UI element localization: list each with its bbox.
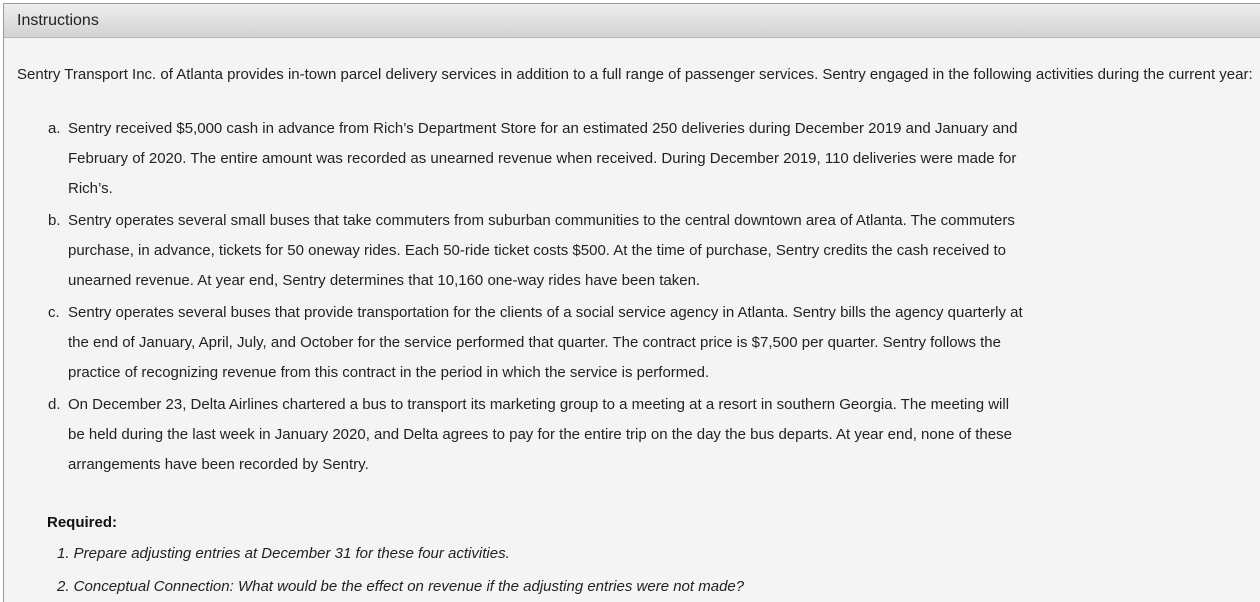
intro-paragraph: Sentry Transport Inc. of Atlanta provides in-town parcel delivery services in addition to a full range of passenger services. Sentry engaged in the following activities during the current year: <box>17 66 1253 83</box>
activity-text: Sentry operates several buses that provide transportation for the clients of a social service agency in Atlanta. Sentry bills the agency quarterly at the end of January, April, July, and October for the service performed that quarter. The contract price is $7,500 per quarter. Sentry follows the practice of recognizing revenue from this contract in the period in which the service is performed. <box>68 304 1023 381</box>
activity-item-c <box>48 298 1028 388</box>
activities-list <box>48 114 1028 482</box>
required-item-2: 2. Conceptual Connection: What would be the effect on revenue if the adjusting entries were not made? <box>57 578 745 595</box>
activity-text: On December 23, Delta Airlines chartered a bus to transport its marketing group to a meeting at a resort in southern Georgia. The meeting will be held during the last week in January 2020, and Delta agrees to pay for the entire trip on the day the bus departs. At year end, none of these arrangements have been recorded by Sentry. <box>68 396 1012 473</box>
activity-marker: a. <box>48 120 61 137</box>
activity-text: Sentry received $5,000 cash in advance from Rich’s Department Store for an estimated 250 deliveries during December 2019 and January and February of 2020. The entire amount was recorded as unearned revenue when received. During December 2019, 110 deliveries were made for Rich’s. <box>68 120 1018 197</box>
activity-item-d <box>48 390 1028 480</box>
activity-text: Sentry operates several small buses that take commuters from suburban communities to the central downtown area of Atlanta. The commuters purchase, in advance, tickets for 50 oneway rides. Each 50-ride ticket costs $500. At the time of purchase, Sentry credits the cash received to unearned revenue. At year end, Sentry determines that 10,160 one-way rides have been taken. <box>68 212 1015 289</box>
required-item-1: 1. Prepare adjusting entries at December 31 for these four activities. <box>57 545 510 562</box>
instructions-panel <box>3 3 1260 602</box>
panel-title: Instructions <box>17 12 99 29</box>
activity-item-b <box>48 206 1028 296</box>
panel-header <box>4 4 1260 38</box>
activity-marker: c. <box>48 304 60 321</box>
required-heading: Required: <box>47 514 118 531</box>
activity-marker: b. <box>48 212 61 229</box>
activity-marker: d. <box>48 396 61 413</box>
activity-item-a <box>48 114 1028 204</box>
